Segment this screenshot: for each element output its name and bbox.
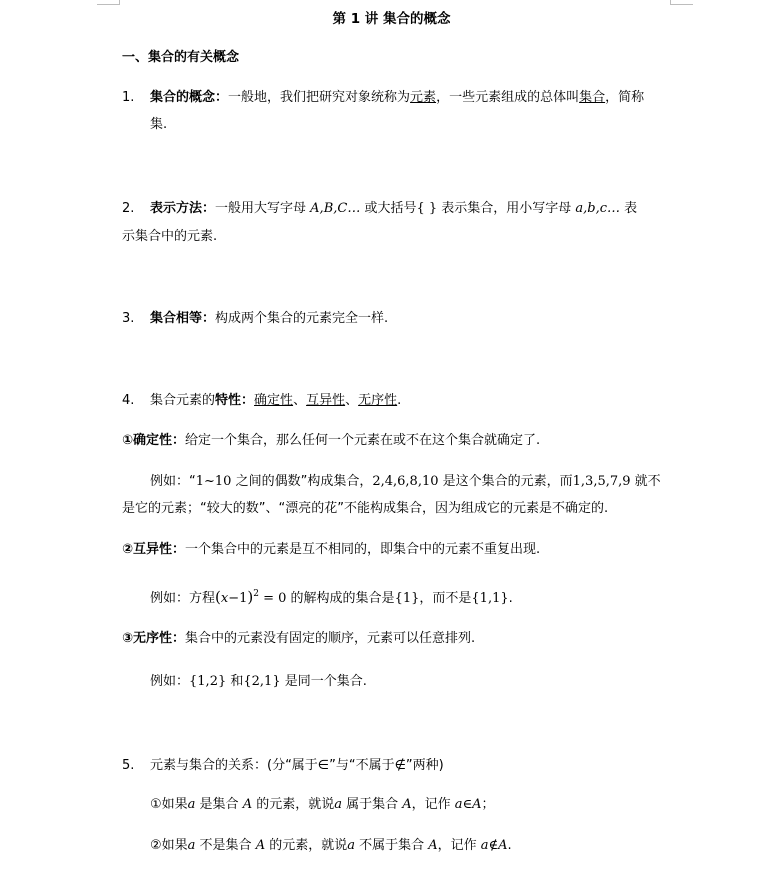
underlined-term: 无序性: [358, 393, 398, 408]
item-term: 集合的概念: [150, 90, 216, 105]
math-braces: { }: [416, 201, 438, 216]
property-heading: ②互异性: [122, 542, 173, 557]
section-heading: 一、集合的有关概念: [122, 50, 240, 65]
math-expression: 1~10: [195, 474, 232, 489]
math-expression: a∈A: [454, 797, 482, 812]
item-5-rule-1: ①如果a 是集合 A 的元素，就说a 属于集合 A，记作 a∈A；: [150, 797, 495, 812]
math-expression: a,b,c…: [575, 201, 621, 216]
property-3-example: 例如：{1,2} 和{2,1} 是同一个集合.: [150, 674, 367, 689]
item-2-line-2: 示集合中的元素.: [122, 229, 218, 244]
property-2-definition: ②互异性：一个集合中的元素是互不相同的，即集合中的元素不重复出现.: [122, 542, 541, 557]
property-1-example-line-1: 例如：“1~10 之间的偶数”构成集合，2,4,6,8,10 是这个集合的元素，而1,3,5,7,9 就不: [150, 474, 661, 489]
page-corner-mark-right: [670, 0, 693, 5]
math-set: {2,1}: [243, 674, 281, 689]
math-exponent: 2: [253, 589, 259, 599]
item-number: 1.: [122, 90, 135, 105]
page-corner-mark-left: [97, 0, 120, 5]
property-2-example: 例如：方程$(x-1)^2 = 0$ 的解构成的集合是{1}，而不是{1,1}.: [150, 588, 513, 606]
underlined-term: 互异性: [306, 393, 346, 408]
property-3-definition: ③无序性：集合中的元素没有固定的顺序，元素可以任意排列.: [122, 631, 476, 646]
math-paren: (: [215, 588, 221, 606]
item-3-line: 3. 集合相等：构成两个集合的元素完全一样.: [122, 311, 389, 326]
math-expression: 1,3,5,7,9: [572, 474, 631, 489]
property-heading: ③无序性: [122, 631, 173, 646]
underlined-term: 确定性: [254, 393, 294, 408]
page-title: 第 1 讲 集合的概念: [332, 11, 451, 27]
property-heading: ①确定性: [122, 433, 173, 448]
underlined-term: 集合: [579, 90, 606, 105]
item-5-line: 5. 元素与集合的关系：(分“属于∈”与“不属于∉”两种): [122, 758, 444, 773]
math-variable: x: [220, 591, 229, 606]
item-number: 2.: [122, 201, 135, 216]
property-1-example-line-2: 是它的元素；“较大的数”、“漂亮的花”不能构成集合，因为组成它的元素是不确定的.: [122, 501, 609, 516]
underlined-term: 元素: [410, 90, 437, 105]
item-term: 特性: [215, 393, 242, 408]
math-set: {1,2}: [189, 674, 227, 689]
item-1-line-1: 1. 集合的概念：一般地，我们把研究对象统称为元素，一些元素组成的总体叫集合，简称: [122, 90, 645, 105]
item-term: 集合相等: [150, 311, 203, 326]
item-5-rule-2: ②如果a 不是集合 A 的元素，就说a 不属于集合 A，记作 a∉A.: [150, 838, 512, 853]
math-paren: ): [247, 588, 254, 606]
item-1-line-2: 集.: [150, 117, 168, 132]
math-expression: 2,4,6,8,10: [372, 474, 439, 489]
item-4-line: 4. 集合元素的特性：确定性、互异性、无序性.: [122, 393, 402, 408]
math-set: {1,1}: [471, 591, 509, 606]
math-expression: a∉A: [480, 838, 508, 853]
item-term: 表示方法: [150, 201, 203, 216]
math-expression: A,B,C…: [310, 201, 361, 216]
item-number: 5.: [122, 758, 135, 773]
item-number: 3.: [122, 311, 135, 326]
math-set: {1}: [394, 591, 420, 606]
property-1-definition: ①确定性：给定一个集合，那么任何一个元素在或不在这个集合就确定了.: [122, 433, 541, 448]
item-number: 4.: [122, 393, 135, 408]
item-2-line-1: 2. 表示方法：一般用大写字母 A,B,C… 或大括号{ } 表示集合，用小写字母 a,b,c… 表: [122, 201, 638, 216]
